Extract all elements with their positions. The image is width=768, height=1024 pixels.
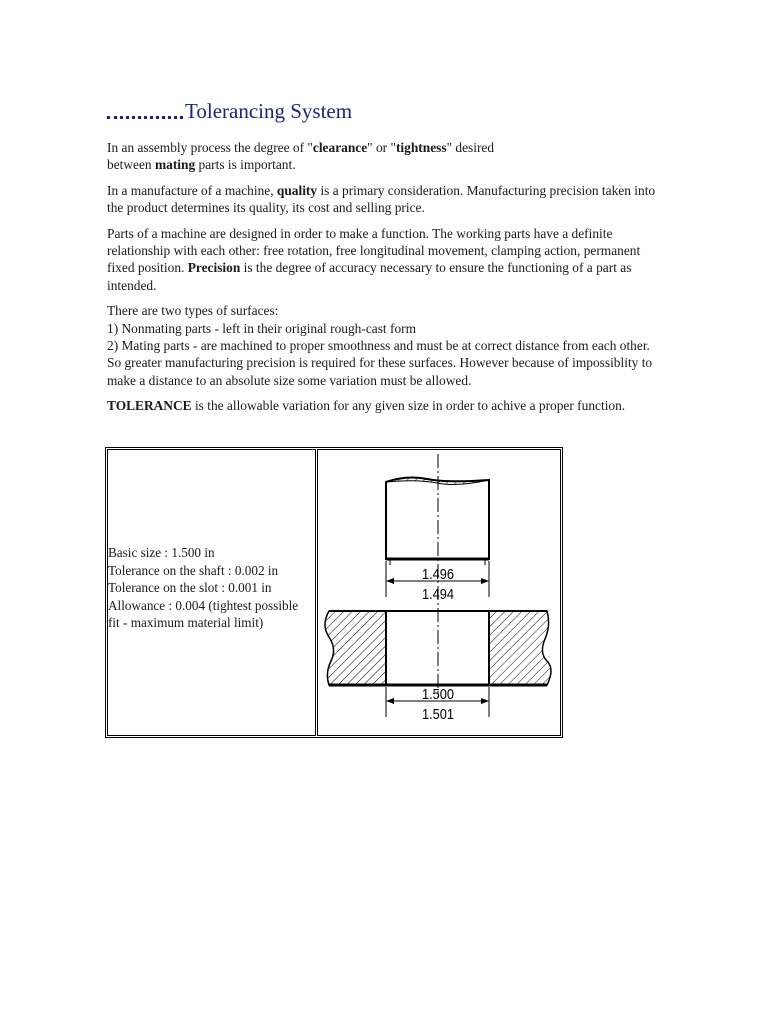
spec-slot-tolerance: Tolerance on the slot : 0.001 in <box>108 580 272 596</box>
shaft-min-label: 1.494 <box>422 586 454 603</box>
paragraph-precision: Parts of a machine are designed in order to make a function. The working parts have a definite relationship with each other: free rotation, free longitudinal movement, clamping action, permanent fixed position. Precision is the degree of accuracy necessary to ensure the functioning of a part as intended. <box>107 225 641 293</box>
paragraph-clearance: In an assembly process the degree of "clearance" or "tightness" desired between mating parts is important. <box>107 140 495 173</box>
spec-shaft-tolerance: Tolerance on the shaft : 0.002 in <box>108 562 279 578</box>
slot-arrow-right <box>481 698 489 704</box>
spec-allowance: Allowance : 0.004 (tightest possible fit - maximum material limit) <box>108 597 299 631</box>
slot-right-section <box>489 611 551 685</box>
shaft-arrow-right <box>481 578 489 584</box>
slot-max-label: 1.501 <box>422 706 454 723</box>
paragraph-tolerance: TOLERANCE is the allowable variation for any given size in order to achive a proper function. <box>107 398 626 414</box>
term-clearance: clearance <box>312 140 368 155</box>
shaft-slot-drawing <box>318 450 560 735</box>
slot-left-section <box>325 611 386 685</box>
shaft-max-label: 1.496 <box>422 566 454 583</box>
body-text <box>107 139 667 423</box>
figure-table <box>105 447 563 738</box>
slot-arrow-left <box>386 698 394 704</box>
term-quality: quality <box>276 182 318 198</box>
term-mating: mating <box>154 157 196 173</box>
term-tightness: tightness <box>395 140 447 155</box>
page-title: Tolerancing System <box>185 99 353 123</box>
heading-dotted-rule <box>107 113 183 119</box>
figure-cell <box>317 449 561 736</box>
spec-basic-size: Basic size : 1.500 in <box>108 545 215 560</box>
spec-cell <box>107 449 316 736</box>
term-tolerance: TOLERANCE <box>107 398 192 414</box>
paragraph-quality: In a manufacture of a machine, quality is a primary consideration. Manufacturing precision taken into the product determines its quality, its cost and selling price. <box>107 182 656 216</box>
paragraph-surfaces: There are two types of surfaces: 1) Nonmating parts - left in their original rough-cast form 2) Mating parts - are machined to proper smoothness and must be at correct distance from each other. So greater manufacturing precision is required for these surfaces. However because of impossiblity to make a distance to an absolute size some variation must be allowed. <box>107 303 653 388</box>
spec-list <box>108 544 313 632</box>
slot-min-label: 1.500 <box>422 686 454 703</box>
heading <box>107 94 352 124</box>
shaft-arrow-left <box>386 578 394 584</box>
term-precision: Precision <box>187 260 241 276</box>
